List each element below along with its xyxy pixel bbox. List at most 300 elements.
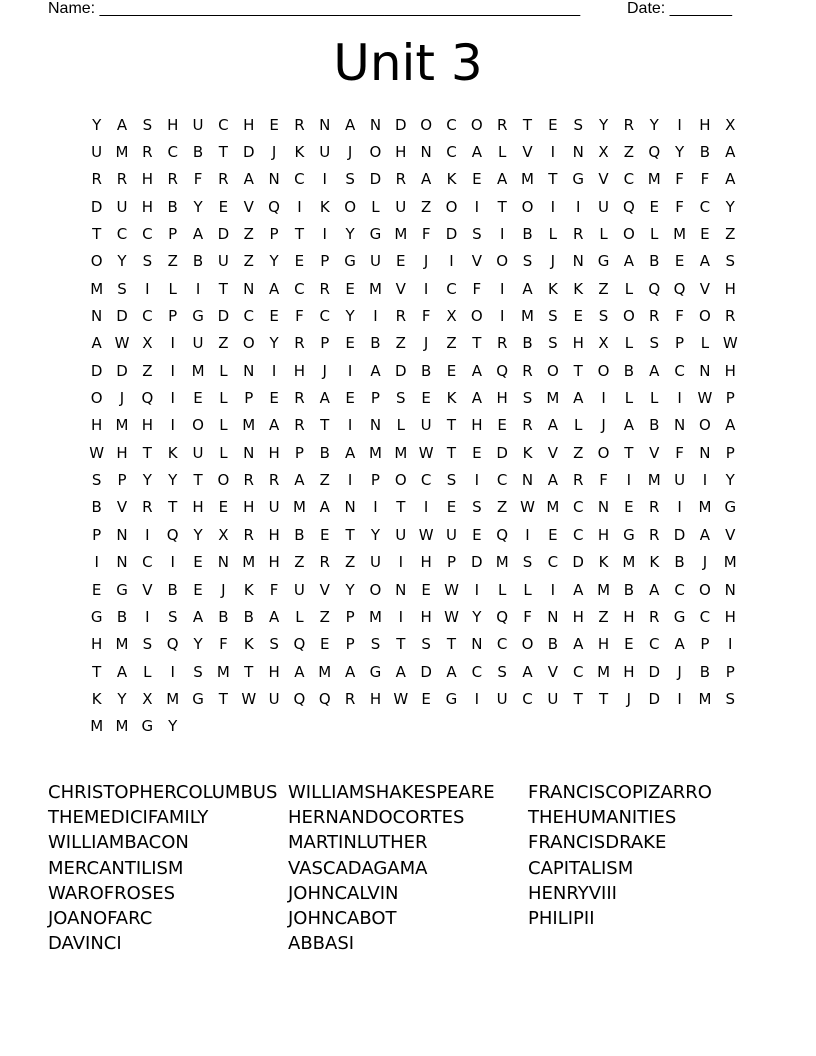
- grid-letter: R: [243, 525, 254, 544]
- grid-letter: T: [598, 689, 609, 708]
- grid-letter: I: [297, 197, 302, 216]
- grid-letter: T: [446, 443, 457, 462]
- grid-letter: I: [170, 389, 175, 408]
- grid-letter: T: [244, 662, 254, 681]
- grid-letter: A: [243, 170, 254, 189]
- grid-letter: H: [699, 115, 711, 134]
- grid-letter: H: [192, 498, 204, 517]
- grid-letter: C: [446, 115, 457, 134]
- grid-letter: Z: [623, 143, 635, 162]
- grid-letter: E: [345, 389, 355, 408]
- grid-letter: D: [648, 689, 661, 708]
- grid-letter: A: [294, 471, 305, 490]
- grid-letter: U: [192, 443, 204, 462]
- grid-letter: V: [142, 580, 153, 599]
- grid-letter: Y: [193, 197, 203, 216]
- grid-letter: O: [699, 580, 711, 599]
- grid-letter: S: [91, 471, 102, 490]
- grid-letter: F: [295, 307, 304, 326]
- grid-letter: T: [573, 689, 583, 708]
- grid-letter: Q: [293, 689, 306, 708]
- grid-letter: A: [192, 607, 204, 626]
- grid-letter: I: [449, 252, 454, 271]
- grid-letter: U: [420, 416, 432, 435]
- grid-letter: C: [496, 635, 508, 654]
- grid-letter: A: [116, 662, 128, 681]
- grid-letter: Z: [294, 553, 305, 572]
- grid-letter: R: [294, 115, 305, 134]
- grid-letter: N: [217, 553, 229, 572]
- grid-letter: E: [396, 252, 406, 271]
- grid-letter: Z: [598, 279, 609, 298]
- grid-letter: A: [699, 525, 711, 544]
- grid-letter: H: [91, 416, 103, 435]
- grid-letter: Q: [648, 143, 661, 162]
- grid-letter: J: [677, 662, 682, 681]
- grid-letter: O: [90, 389, 103, 408]
- grid-letter: H: [268, 525, 280, 544]
- grid-letter: H: [724, 279, 736, 298]
- grid-letter: O: [470, 115, 483, 134]
- grid-letter: L: [523, 580, 532, 599]
- grid-letter: K: [573, 279, 584, 298]
- grid-letter: H: [268, 443, 280, 462]
- grid-letter: D: [648, 662, 661, 681]
- grid-letter: U: [395, 525, 407, 544]
- grid-letter: I: [474, 197, 480, 216]
- grid-letter: N: [673, 416, 686, 435]
- grid-letter: Z: [319, 607, 330, 626]
- grid-letter: E: [91, 580, 102, 599]
- grid-letter: A: [294, 662, 305, 681]
- grid-letter: W: [89, 443, 105, 462]
- grid-letter: T: [92, 225, 102, 244]
- grid-letter: S: [725, 252, 736, 271]
- grid-letter: M: [647, 170, 661, 189]
- grid-letter: K: [243, 580, 254, 599]
- grid-letter: M: [368, 279, 382, 298]
- grid-letter: R: [294, 389, 305, 408]
- grid-letter: Q: [496, 607, 509, 626]
- grid-letter: N: [597, 498, 610, 517]
- grid-letter: Q: [293, 635, 306, 654]
- grid-letter: M: [394, 225, 408, 244]
- grid-letter: P: [345, 607, 355, 626]
- grid-letter: E: [320, 635, 330, 654]
- grid-letter: H: [369, 689, 382, 708]
- grid-letter: B: [674, 553, 685, 572]
- grid-letter: K: [649, 553, 660, 572]
- grid-letter: F: [675, 170, 684, 189]
- grid-letter: J: [423, 334, 429, 353]
- grid-letter: U: [598, 197, 610, 216]
- grid-letter: S: [497, 662, 507, 681]
- grid-letter: K: [547, 279, 558, 298]
- word-list-column: [528, 780, 768, 956]
- grid-letter: R: [268, 471, 280, 490]
- grid-letter: I: [322, 170, 327, 189]
- grid-letter: P: [370, 471, 380, 490]
- grid-letter: C: [243, 307, 254, 326]
- grid-letter: G: [445, 689, 458, 708]
- grid-letter: F: [421, 225, 431, 244]
- grid-letter: N: [243, 279, 255, 298]
- grid-letter: Z: [446, 334, 457, 353]
- grid-letter: B: [243, 607, 254, 626]
- grid-letter: E: [472, 443, 482, 462]
- grid-letter: O: [192, 416, 204, 435]
- grid-letter: F: [675, 307, 684, 326]
- grid-letter: I: [525, 525, 530, 544]
- grid-letter: L: [624, 279, 634, 298]
- grid-letter: O: [90, 252, 103, 271]
- grid-letter: R: [294, 416, 305, 435]
- date-field-label: Date: _______: [627, 0, 732, 17]
- grid-letter: M: [673, 225, 687, 244]
- grid-letter: R: [142, 498, 153, 517]
- grid-letter: S: [269, 635, 279, 654]
- grid-letter: H: [724, 607, 736, 626]
- grid-letter: Y: [725, 197, 735, 216]
- grid-letter: A: [699, 252, 711, 271]
- grid-letter: S: [522, 252, 533, 271]
- grid-letter: L: [219, 416, 228, 435]
- grid-letter: M: [242, 553, 256, 572]
- grid-letter: B: [192, 143, 204, 162]
- grid-letter: Z: [497, 498, 508, 517]
- word-list-item: MARTINLUTHER: [288, 832, 428, 854]
- grid-letter: B: [192, 252, 204, 271]
- grid-letter: Y: [345, 225, 355, 244]
- grid-letter: I: [677, 498, 682, 517]
- grid-letter: N: [369, 416, 382, 435]
- grid-letter: T: [320, 416, 330, 435]
- grid-letter: S: [142, 635, 153, 654]
- grid-letter: L: [650, 225, 659, 244]
- grid-letter: M: [394, 443, 408, 462]
- grid-letter: C: [623, 170, 635, 189]
- grid-letter: H: [724, 361, 736, 380]
- grid-letter: L: [295, 607, 304, 626]
- grid-letter: F: [472, 279, 482, 298]
- grid-letter: K: [598, 553, 609, 572]
- grid-letter: T: [168, 498, 178, 517]
- grid-letter: M: [521, 170, 534, 189]
- grid-letter: M: [698, 689, 712, 708]
- grid-letter: A: [446, 662, 457, 681]
- grid-letter: Z: [167, 252, 178, 271]
- word-list-item: DAVINCI: [48, 933, 122, 955]
- grid-letter: A: [344, 115, 356, 134]
- grid-letter: U: [192, 115, 204, 134]
- grid-letter: D: [217, 307, 230, 326]
- grid-letter: R: [623, 115, 635, 134]
- grid-letter: U: [268, 689, 280, 708]
- grid-letter: P: [320, 334, 330, 353]
- grid-letter: A: [268, 607, 280, 626]
- grid-letter: R: [395, 170, 407, 189]
- grid-letter: R: [725, 307, 736, 326]
- grid-letter: T: [142, 443, 152, 462]
- grid-letter: O: [597, 361, 610, 380]
- grid-letter: L: [497, 580, 507, 599]
- grid-letter: R: [572, 225, 584, 244]
- grid-letter: B: [649, 416, 660, 435]
- grid-letter: F: [193, 170, 203, 189]
- grid-letter: Y: [370, 525, 381, 544]
- grid-letter: R: [496, 115, 508, 134]
- grid-letter: A: [649, 361, 660, 380]
- grid-letter: W: [444, 607, 459, 626]
- grid-letter: Y: [649, 115, 659, 134]
- grid-letter: S: [142, 252, 153, 271]
- grid-letter: L: [371, 197, 380, 216]
- grid-letter: M: [191, 361, 205, 380]
- grid-letter: C: [572, 498, 584, 517]
- grid-letter: W: [697, 389, 713, 408]
- grid-letter: O: [344, 197, 357, 216]
- grid-letter: Y: [193, 635, 203, 654]
- grid-letter: E: [700, 225, 710, 244]
- grid-letter: I: [499, 307, 505, 326]
- grid-letter: A: [573, 635, 584, 654]
- grid-letter: L: [219, 443, 228, 462]
- grid-letter: U: [547, 689, 559, 708]
- grid-letter: A: [192, 225, 204, 244]
- grid-letter: Y: [193, 525, 203, 544]
- grid-letter: Z: [573, 443, 584, 462]
- grid-letter: E: [218, 498, 229, 517]
- grid-letter: H: [141, 197, 153, 216]
- grid-letter: V: [547, 662, 558, 681]
- grid-letter: H: [597, 525, 610, 544]
- grid-letter: L: [497, 143, 507, 162]
- grid-letter: A: [319, 498, 330, 517]
- grid-letter: S: [649, 334, 659, 353]
- grid-letter: C: [471, 662, 483, 681]
- grid-letter: A: [268, 279, 280, 298]
- grid-letter: M: [216, 662, 230, 681]
- grid-letter: E: [446, 498, 457, 517]
- grid-letter: O: [369, 580, 382, 599]
- grid-letter: B: [699, 143, 711, 162]
- grid-letter: R: [167, 170, 178, 189]
- grid-letter: L: [574, 416, 583, 435]
- grid-letter: E: [649, 197, 659, 216]
- grid-letter: G: [673, 607, 686, 626]
- grid-letter: C: [674, 580, 685, 599]
- grid-letter: K: [522, 443, 533, 462]
- grid-letter: S: [345, 170, 355, 189]
- grid-letter: X: [446, 307, 457, 326]
- grid-letter: B: [294, 525, 305, 544]
- grid-letter: P: [446, 553, 456, 572]
- grid-letter: A: [623, 416, 635, 435]
- grid-letter: C: [294, 170, 305, 189]
- grid-letter: X: [598, 143, 609, 162]
- grid-letter: M: [597, 662, 611, 681]
- grid-letter: L: [219, 361, 228, 380]
- grid-letter: M: [115, 635, 129, 654]
- grid-letter: E: [421, 689, 431, 708]
- grid-letter: M: [622, 553, 636, 572]
- grid-letter: K: [294, 143, 305, 162]
- word-list-item: FRANCISCOPIZARRO: [528, 782, 712, 803]
- grid-letter: K: [167, 443, 178, 462]
- grid-letter: H: [141, 170, 153, 189]
- grid-letter: H: [471, 416, 483, 435]
- grid-letter: M: [647, 471, 661, 490]
- grid-letter: S: [446, 471, 457, 490]
- grid-letter: E: [345, 334, 355, 353]
- grid-letter: E: [624, 635, 634, 654]
- grid-letter: D: [242, 143, 255, 162]
- grid-letter: M: [723, 553, 737, 572]
- grid-letter: K: [446, 389, 457, 408]
- grid-letter: I: [423, 279, 429, 298]
- grid-letter: J: [221, 580, 226, 599]
- grid-letter: X: [218, 525, 229, 544]
- grid-letter: B: [319, 443, 330, 462]
- word-list-item: HERNANDOCORTES: [288, 807, 465, 829]
- grid-letter: A: [91, 334, 102, 353]
- word-list-item: JOHNCALVIN: [288, 882, 399, 904]
- grid-letter: M: [115, 717, 129, 736]
- grid-letter: N: [243, 443, 255, 462]
- grid-letter: Z: [344, 553, 356, 572]
- grid-letter: B: [91, 498, 102, 517]
- grid-letter: I: [170, 662, 175, 681]
- grid-letter: M: [115, 416, 129, 435]
- grid-letter: E: [421, 580, 431, 599]
- grid-letter: I: [575, 197, 581, 216]
- grid-letter: N: [91, 307, 103, 326]
- grid-letter: B: [699, 662, 711, 681]
- grid-letter: Z: [319, 471, 330, 490]
- grid-letter: V: [547, 443, 558, 462]
- grid-letter: W: [444, 580, 459, 599]
- grid-letter: R: [243, 471, 254, 490]
- grid-letter: O: [699, 416, 711, 435]
- word-list-item: MERCANTILISM: [48, 857, 184, 879]
- grid-letter: R: [649, 498, 660, 517]
- grid-letter: U: [268, 498, 280, 517]
- letter-grid: [84, 111, 743, 740]
- word-list-item: HENRYVIII: [528, 882, 617, 904]
- grid-letter: G: [597, 252, 610, 271]
- word-list-item: CAPITALISM: [528, 857, 634, 879]
- grid-letter: D: [369, 170, 382, 189]
- grid-letter: M: [90, 279, 104, 298]
- grid-letter: H: [268, 662, 280, 681]
- grid-letter: S: [598, 307, 609, 326]
- grid-letter: A: [421, 170, 432, 189]
- grid-letter: C: [699, 197, 711, 216]
- grid-letter: T: [497, 197, 507, 216]
- grid-letter: E: [193, 580, 203, 599]
- grid-letter: N: [572, 252, 584, 271]
- grid-letter: C: [142, 307, 153, 326]
- word-list-item: WILLIAMBACON: [48, 832, 189, 854]
- grid-letter: U: [319, 143, 331, 162]
- grid-letter: S: [421, 635, 431, 654]
- grid-letter: C: [572, 662, 584, 681]
- word-list-item: THEHUMANITIES: [528, 807, 677, 829]
- grid-letter: D: [471, 553, 483, 572]
- grid-letter: G: [623, 525, 635, 544]
- grid-letter: O: [420, 115, 433, 134]
- grid-letter: P: [269, 225, 279, 244]
- grid-letter: N: [243, 361, 255, 380]
- grid-letter: S: [370, 635, 381, 654]
- grid-letter: W: [418, 443, 434, 462]
- grid-letter: E: [472, 525, 482, 544]
- grid-letter: M: [698, 498, 712, 517]
- grid-letter: G: [724, 498, 737, 517]
- grid-letter: O: [470, 307, 483, 326]
- grid-letter: Z: [218, 334, 229, 353]
- grid-letter: I: [322, 225, 327, 244]
- grid-letter: I: [474, 689, 480, 708]
- grid-letter: L: [396, 416, 405, 435]
- grid-letter: I: [373, 307, 378, 326]
- grid-letter: R: [649, 525, 660, 544]
- grid-letter: I: [474, 471, 480, 490]
- grid-letter: R: [91, 170, 102, 189]
- grid-letter: V: [699, 279, 711, 298]
- grid-letter: X: [142, 334, 153, 353]
- grid-letter: C: [294, 279, 305, 298]
- grid-letter: J: [119, 389, 125, 408]
- grid-letter: H: [420, 607, 432, 626]
- grid-letter: A: [573, 580, 584, 599]
- grid-letter: B: [522, 334, 533, 353]
- grid-letter: I: [271, 361, 277, 380]
- grid-letter: I: [170, 553, 175, 572]
- grid-letter: U: [192, 334, 204, 353]
- grid-letter: D: [572, 553, 584, 572]
- grid-letter: I: [94, 553, 99, 572]
- grid-letter: I: [626, 471, 632, 490]
- word-list-item: VASCADAGAMA: [288, 857, 428, 879]
- grid-letter: L: [624, 334, 634, 353]
- grid-letter: H: [243, 115, 255, 134]
- grid-letter: D: [673, 525, 686, 544]
- grid-letter: Y: [142, 471, 152, 490]
- grid-letter: D: [395, 361, 407, 380]
- grid-letter: J: [626, 689, 632, 708]
- grid-letter: N: [724, 580, 736, 599]
- grid-letter: P: [168, 307, 178, 326]
- grid-letter: I: [474, 580, 480, 599]
- grid-letter: A: [649, 580, 660, 599]
- grid-letter: H: [597, 635, 610, 654]
- grid-letter: W: [241, 689, 257, 708]
- grid-letter: C: [547, 553, 559, 572]
- grid-letter: B: [370, 334, 381, 353]
- grid-letter: I: [347, 416, 353, 435]
- grid-letter: N: [116, 553, 128, 572]
- grid-letter: W: [393, 689, 409, 708]
- grid-letter: C: [218, 115, 229, 134]
- grid-letter: Y: [168, 717, 178, 736]
- grid-letter: U: [369, 252, 381, 271]
- grid-letter: P: [725, 443, 735, 462]
- grid-letter: P: [725, 662, 735, 681]
- grid-letter: R: [649, 607, 660, 626]
- grid-letter: X: [725, 115, 736, 134]
- grid-letter: D: [90, 361, 103, 380]
